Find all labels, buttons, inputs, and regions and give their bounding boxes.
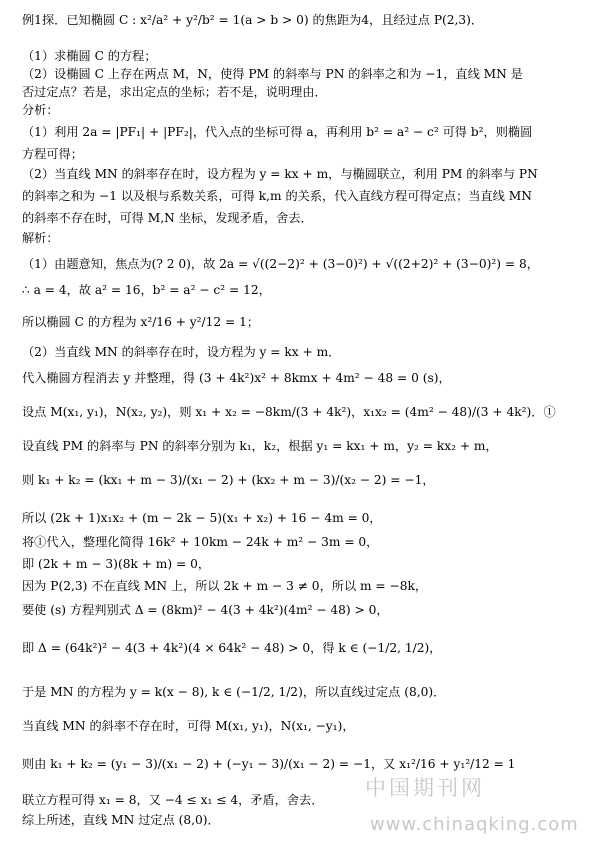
analysis-1-line-2: 方程可得； — [22, 147, 83, 161]
solution-1-equation: 所以椭圆 C 的方程为 x²/16 + y²/12 = 1； — [22, 315, 260, 329]
solution-2-vertical-slopes: 则由 k₁ + k₂ = (y₁ − 3)/(x₁ − 2) + (−y₁ − 3)/(x₁ − 2) = −1，又 x₁²/16 + y₁²/12 = 1 — [22, 757, 516, 771]
analysis-2-line-2: 的斜率之和为 −1 以及根与系数关系，可得 k,m 的关系，代入直线方程可得定点；当直线 MN — [22, 189, 532, 203]
problem-statement: 例1探．已知椭圆 C : x²/a² + y²/b² = 1(a > b > 0) 的焦距为4，且经过点 P(2,3)． — [22, 13, 484, 27]
solution-2-slope-sum: 则 k₁ + k₂ = (kx₁ + m − 3)/(x₁ − 2) + (kx₂ + m − 3)/(x₂ − 2) = −1， — [22, 473, 435, 487]
solution-2-factor: 即 (2k + m − 3)(8k + m) = 0， — [22, 557, 211, 571]
watermark-text: 中国期刊网 — [365, 776, 485, 800]
analysis-1-line-1: （1）利用 2a = |PF₁| + |PF₂|，代入点的坐标可得 a，再利用 b² = a² − c² 可得 b²，则椭圆 — [22, 125, 533, 139]
solution-heading: 解析： — [22, 231, 59, 245]
solution-2-discriminant: 要使 (s) 方程判别式 Δ = (8km)² − 4(3 + 4k²)(4m² − 48) > 0， — [22, 603, 389, 617]
solution-1-focus: （1）由题意知，焦点为(? 2 0)，故 2a = √((2−2)² + (3−0)²) + √((2+2)² + (3−0)²) = 8， — [22, 257, 539, 271]
solution-2-slopes: 设直线 PM 的斜率与 PN 的斜率分别为 k₁，k₂，根据 y₁ = kx₁ + m，y₂ = kx₂ + m， — [22, 439, 498, 453]
analysis-heading: 分析： — [22, 103, 59, 117]
analysis-2-line-3: 的斜率不存在时，可得 M,N 坐标，发现矛盾，舍去． — [22, 211, 313, 225]
watermark-url: www.chinaqking.com — [370, 814, 579, 835]
solution-2-expand: 所以 (2k + 1)x₁x₂ + (m − 2k − 5)(x₁ + x₂) + 16 − 4m = 0， — [22, 511, 382, 525]
solution-2-m-value: 因为 P(2,3) 不在直线 MN 上，所以 2k + m − 3 ≠ 0，所以 m = −8k， — [22, 579, 428, 593]
analysis-2-line-1: （2）当直线 MN 的斜率存在时，设方程为 y = kx + m，与椭圆联立，利用 PM 的斜率与 PN — [22, 167, 538, 181]
question-1: （1）求椭圆 C 的方程； — [22, 49, 157, 63]
solution-2-contradiction: 联立方程可得 x₁ = 8，又 −4 ≤ x₁ ≤ 4，矛盾，舍去． — [22, 793, 324, 807]
solution-2-k-range: 即 Δ = (64k²)² − 4(3 + 4k²)(4 × 64k² − 48) > 0，得 k ∈ (−1/2, 1/2)， — [22, 641, 442, 655]
solution-1-values: ∴ a = 4，故 a² = 16，b² = a² − c² = 12， — [22, 283, 271, 297]
question-2-line-2: 否过定点？若是，求出定点的坐标；若不是，说明理由． — [22, 85, 327, 99]
solution-2-vertical-case: 当直线 MN 的斜率不存在时，可得 M(x₁, y₁)，N(x₁, −y₁)， — [22, 719, 355, 733]
solution-2-vieta: 设点 M(x₁, y₁)，N(x₂, y₂)，则 x₁ + x₂ = −8km/(3 + 4k²)，x₁x₂ = (4m² − 48)/(3 + 4k²)．① — [22, 405, 556, 419]
solution-2-fixed-point: 于是 MN 的方程为 y = k(x − 8), k ∈ (−1/2, 1/2)，所以直线过定点 (8,0)． — [22, 685, 446, 699]
question-2-line-1: （2）设椭圆 C 上存在两点 M，N，使得 PM 的斜率与 PN 的斜率之和为 −1，直线 MN 是 — [22, 67, 523, 81]
solution-2-assume: （2）当直线 MN 的斜率存在时，设方程为 y = kx + m． — [22, 345, 341, 359]
solution-2-simplify: 将①代入，整理化简得 16k² + 10km − 24k + m² − 3m = 0， — [22, 535, 379, 549]
conclusion: 综上所述，直线 MN 过定点 (8,0)． — [22, 813, 220, 827]
solution-2-substitute: 代入椭圆方程消去 y 并整理，得 (3 + 4k²)x² + 8kmx + 4m² − 48 = 0 (s)， — [22, 371, 451, 385]
